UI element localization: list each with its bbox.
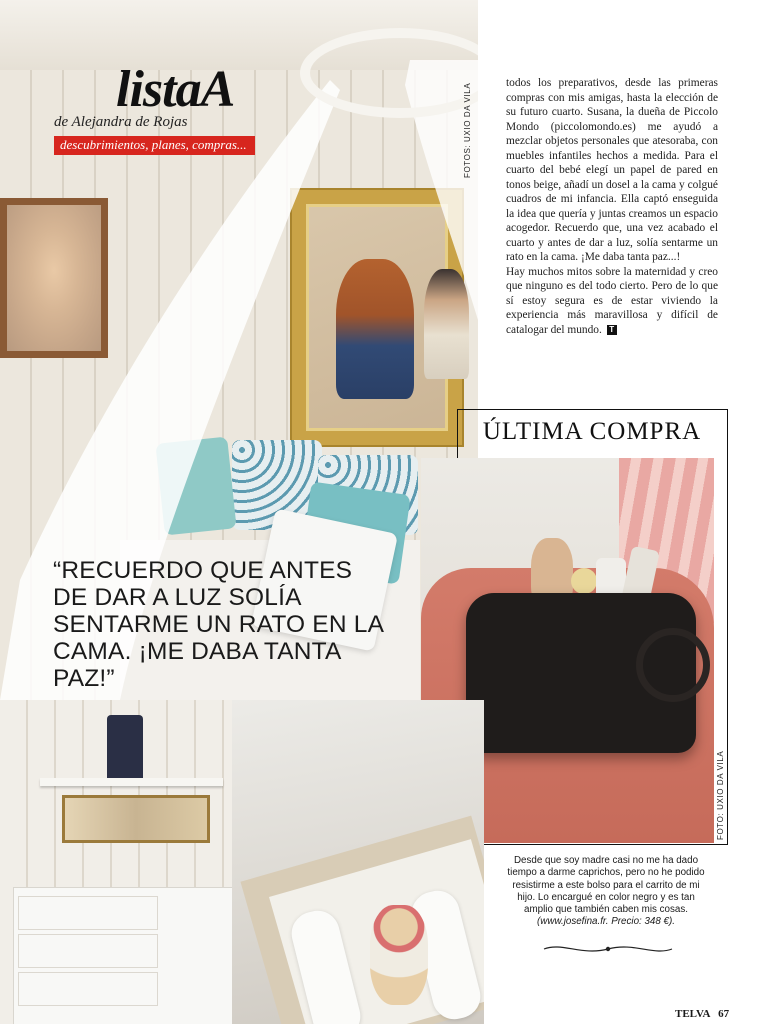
page-folio: [675, 1008, 729, 1020]
end-of-article-mark: T: [607, 325, 617, 335]
product-source: (www.josefina.fr. Precio: 348 €).: [537, 916, 675, 928]
pull-quote: “RECUERDO QUE ANTES DE DAR A LUZ SOLÍA SENTARME UN RATO EN LA CAMA. ¡ME DABA TANTA PAZ!”: [53, 557, 383, 692]
framed-print: [62, 795, 210, 843]
bag-handle: [636, 628, 710, 702]
section-logo: [54, 61, 274, 156]
crochet-doll: [370, 905, 428, 1005]
photo-credit: FOTOS: UXIO DA VILA: [463, 82, 472, 178]
mantel-clock: [107, 715, 143, 779]
dresser-corner-photo: [0, 700, 232, 1024]
dresser-drawer: [18, 972, 158, 1006]
product-caption: [506, 855, 706, 929]
logo-wordmark: listaA: [116, 61, 235, 118]
wall-shelf: [40, 778, 223, 786]
dresser-drawer: [18, 896, 158, 930]
article-paragraph: todos los preparativos, desde las primeras compras con mis amigas, hasta la elección de su futuro cuarto. Susana, la dueña de Piccolo Mondo (piccolomondo.es) me ayudó a mezclar objetos personales que atesoraba, con muebles infantiles hechos a medida. Para el cuarto del bebé elegí un papel de pared en tonos beige, añadí un dosel a la cama y colgué cuadros de mi infancia. Ella captó enseguida la idea que quería y juntas creamos un espacio acogedor. Recuerdo que, una vez acabado el cuarto y antes de dar a luz, solía sentarme un rato en la cama. ¡Me daba tanta paz...!: [506, 77, 718, 263]
white-dresser: [14, 888, 232, 1024]
article-paragraph-closing: [506, 265, 718, 338]
page-number: 67: [718, 1008, 730, 1020]
product-caption-text: Desde que soy madre casi no me ha dado tiempo a darme caprichos, pero no he podido resistirme a este bolso para el carrito de mi hijo. Lo encargué en color negro y es tan amplio que también caben mis cosas.: [507, 855, 705, 916]
product-photo-credit: FOTO: UXIO DA VILA: [716, 750, 725, 840]
dresser-drawer: [18, 934, 158, 968]
ornament-flourish: [542, 940, 674, 958]
magazine-name: TELVA: [675, 1008, 710, 1020]
section-tagline: descubrimientos, planes, compras...: [54, 136, 255, 155]
ultima-compra-title: ÚLTIMA COMPRA: [482, 418, 702, 445]
byline: de Alejandra de Rojas: [54, 114, 188, 130]
article-body: [506, 76, 718, 337]
crib-photo: [232, 700, 484, 1024]
article-paragraph: Hay muchos mitos sobre la maternidad y creo que ninguno es del todo cierto. Pero de lo que sí estoy segura es de estar viviendo la experiencia más maravillosa y difícil de catalogar del mundo.: [506, 265, 718, 336]
toy-ball: [571, 568, 597, 594]
